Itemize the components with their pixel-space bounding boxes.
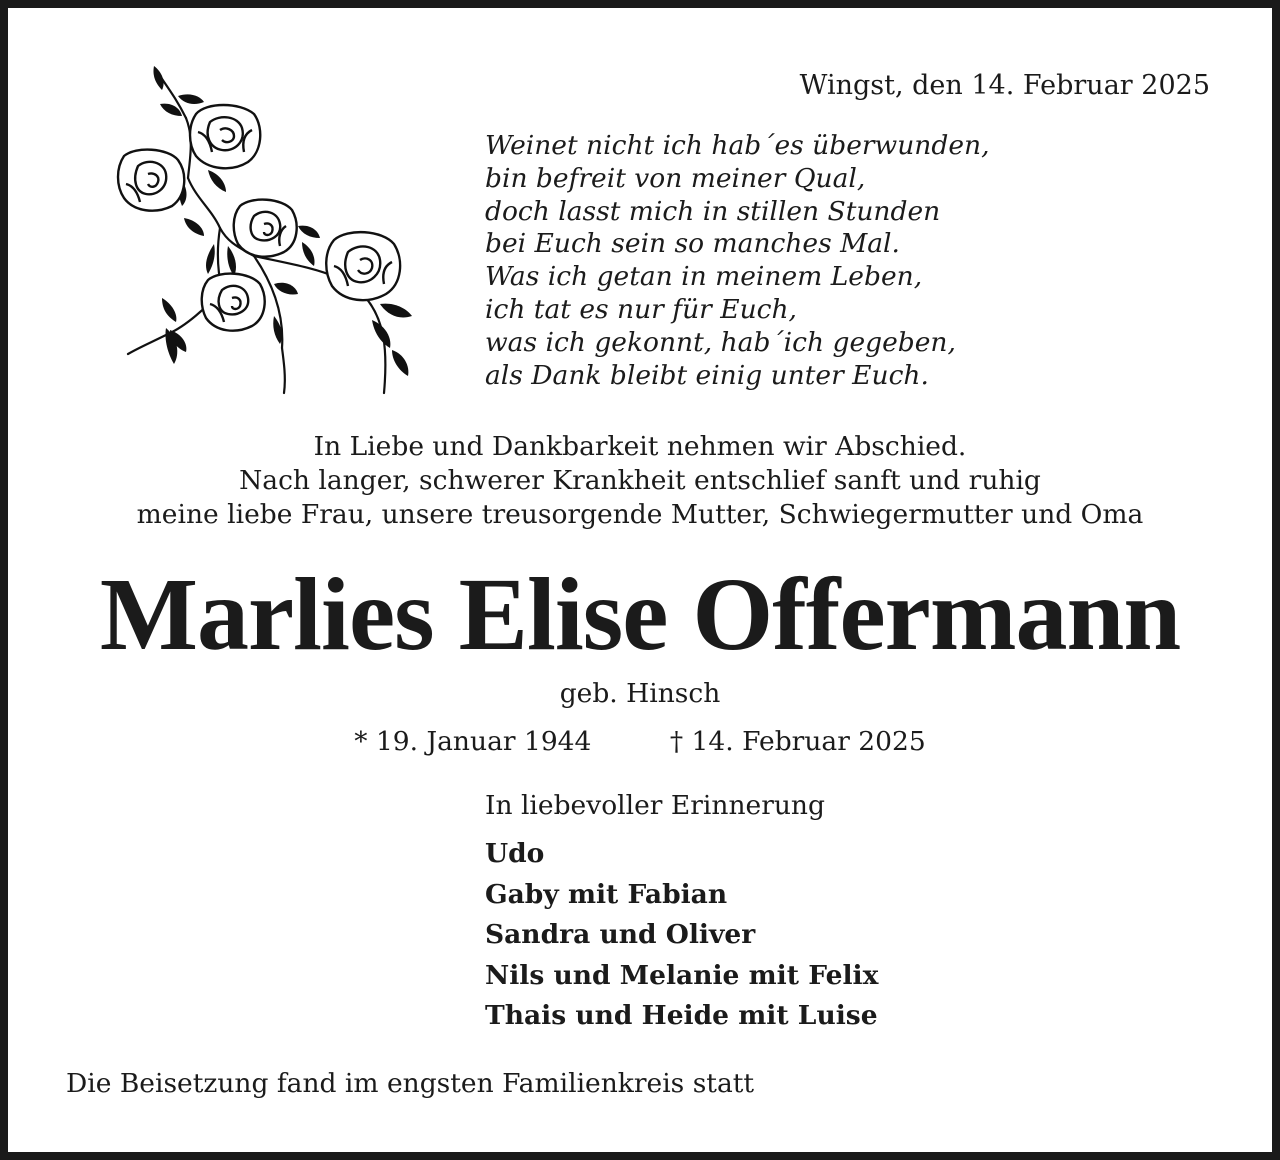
- remembrance-line: In liebevoller Erinnerung: [485, 790, 825, 821]
- poem-line: doch lasst mich in stillen Stunden: [485, 195, 941, 227]
- mourners-list: [485, 834, 878, 1037]
- mourner-name: Thais und Heide mit Luise: [485, 1000, 878, 1031]
- poem-line: Weinet nicht ich hab´es überwunden,: [485, 130, 990, 161]
- place-date-line: Wingst, den 14. Februar 2025: [799, 70, 1210, 101]
- intro-text: [8, 430, 1272, 532]
- mourner-name: Udo: [485, 838, 545, 869]
- intro-line: In Liebe und Dankbarkeit nehmen wir Abschied.: [313, 431, 967, 462]
- mourner-name: Nils und Melanie mit Felix: [485, 959, 879, 991]
- life-dates: [8, 722, 1272, 762]
- poem-line: bei Euch sein so manches Mal.: [485, 228, 900, 260]
- maiden-name: geb. Hinsch: [559, 678, 721, 709]
- mourner-name: Gaby mit Fabian: [485, 878, 728, 910]
- roses-icon: [116, 58, 426, 403]
- intro-line: Nach langer, schwerer Krankheit entschlief sanft und ruhig: [239, 465, 1041, 496]
- poem: [485, 130, 990, 392]
- intro-line: meine liebe Frau, unsere treusorgende Mutter, Schwiegermutter und Oma: [136, 499, 1144, 530]
- poem-line: ich tat es nur für Euch,: [485, 293, 797, 325]
- burial-note: Die Beisetzung fand im engsten Familienkreis statt: [66, 1068, 755, 1099]
- poem-line: Was ich getan in meinem Leben,: [485, 261, 923, 293]
- death-date: † 14. Februar 2025: [669, 726, 926, 757]
- poem-line: bin befreit von meiner Qual,: [485, 162, 866, 194]
- deceased-name: Marlies Elise Offermann: [99, 557, 1181, 672]
- birth-date: * 19. Januar 1944: [354, 726, 592, 757]
- poem-line: als Dank bleibt einig unter Euch.: [485, 359, 929, 391]
- mourner-name: Sandra und Oliver: [485, 919, 756, 950]
- poem-line: was ich gekonnt, hab´ich gegeben,: [485, 326, 956, 358]
